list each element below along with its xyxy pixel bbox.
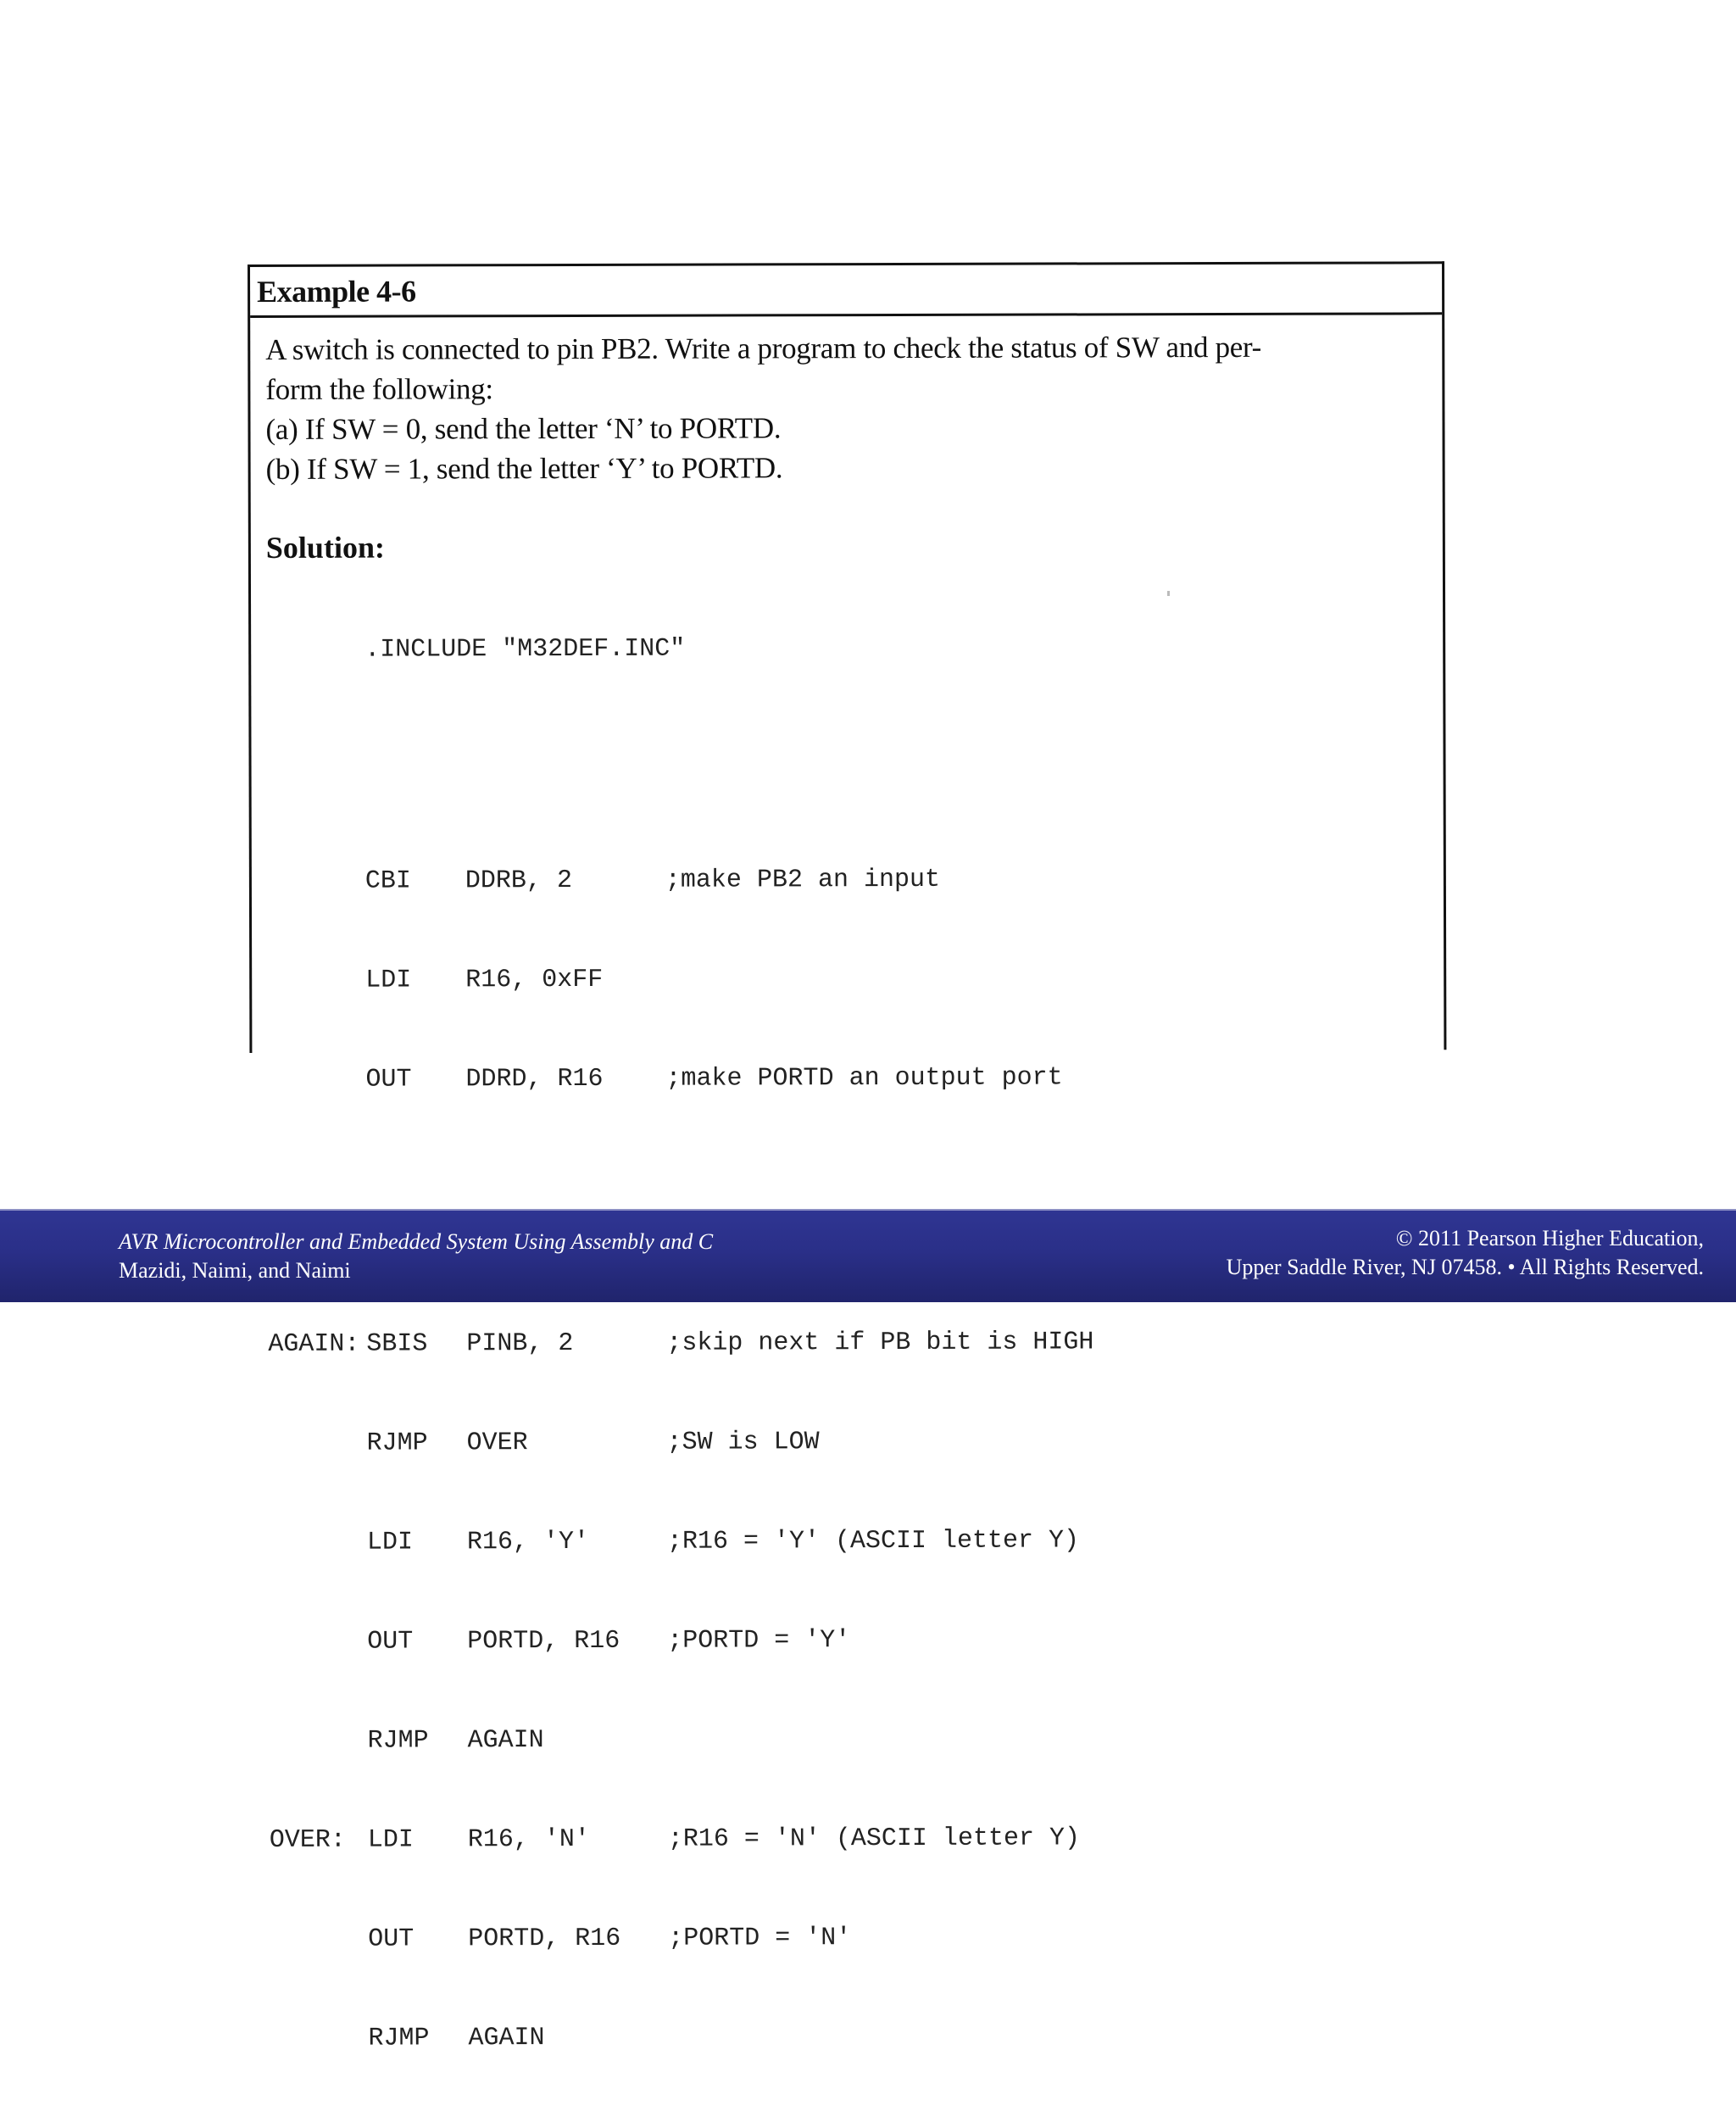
code-line [268, 1325, 1444, 1362]
code-op: LDI [368, 1824, 468, 1857]
footer-right [1227, 1224, 1704, 1282]
solution-label: Solution: [266, 526, 1443, 566]
code-label [270, 1725, 368, 1758]
code-args: DDRB, 2 [465, 865, 665, 899]
footer-book-title: AVR Microcontroller and Embedded System Using Assembly and C [119, 1228, 713, 1256]
code-op: LDI [365, 964, 465, 997]
code-op: RJMP [367, 1427, 467, 1460]
code-comment: ;skip next if PB bit is HIGH [666, 1326, 1093, 1360]
code-args: PORTD, R16 [467, 1625, 667, 1659]
code-line [267, 961, 1444, 998]
code-args: R16, 'N' [468, 1824, 668, 1857]
footer-left [119, 1228, 713, 1285]
code-args: PINB, 2 [466, 1328, 666, 1362]
code-args: R16, 0xFF [465, 964, 665, 998]
code-label: AGAIN: [268, 1328, 366, 1362]
problem-line-3: (a) If SW = 0, send the letter ‘N’ to PORTD. [265, 406, 1442, 449]
code-comment: ;make PB2 an input [665, 864, 940, 898]
code-line [267, 862, 1444, 899]
code-label [269, 1527, 367, 1560]
problem-line-2: form the following: [265, 366, 1442, 409]
code-label [270, 2023, 368, 2056]
code-comment: ;PORTD = 'Y' [667, 1624, 850, 1658]
code-comment: ;PORTD = 'N' [668, 1922, 851, 1956]
code-comment: ;R16 = 'Y' (ASCII letter Y) [667, 1524, 1079, 1558]
code-op: OUT [368, 1923, 468, 1956]
footer-authors: Mazidi, Naimi, and Naimi [119, 1256, 713, 1285]
code-line [269, 1424, 1445, 1461]
code-args: DDRD, R16 [465, 1063, 665, 1097]
code-comment: ;R16 = 'N' (ASCII letter Y) [668, 1822, 1080, 1856]
code-include: .INCLUDE "M32DEF.INC" [364, 633, 685, 667]
scan-speck [1167, 591, 1170, 596]
code-comment: ;SW is LOW [667, 1426, 820, 1459]
code-label [267, 965, 365, 998]
code-line [270, 1722, 1446, 1758]
code-line [270, 1821, 1446, 1857]
footer-bar [0, 1209, 1736, 1302]
code-line [270, 2019, 1446, 2056]
code-args: PORTD, R16 [468, 1923, 668, 1957]
code-op: CBI [365, 865, 465, 898]
example-header [250, 264, 1442, 318]
code-args: AGAIN [468, 1724, 668, 1758]
code-line [270, 1920, 1446, 1957]
code-line [267, 1061, 1444, 1097]
code-op: RJMP [368, 1724, 468, 1757]
code-blank-row [266, 730, 1443, 766]
code-args: OVER [467, 1427, 667, 1461]
problem-line-1: A switch is connected to pin PB2. Write a program to check the status of SW and per- [265, 326, 1442, 370]
code-label [267, 866, 365, 899]
code-label: OVER: [270, 1824, 368, 1857]
example-box [248, 261, 1446, 1053]
example-title: Example 4-6 [257, 273, 416, 309]
code-line [269, 1523, 1445, 1560]
footer-copyright-line2: Upper Saddle River, NJ 07458. • All Rights Reserved. [1227, 1253, 1704, 1282]
code-args: AGAIN [468, 2022, 668, 2056]
code-op: OUT [365, 1063, 465, 1096]
code-args: R16, 'Y' [467, 1526, 667, 1560]
code-label [269, 1626, 367, 1659]
code-line [269, 1623, 1445, 1659]
footer-copyright-line1: © 2011 Pearson Higher Education, [1227, 1224, 1704, 1253]
code-label [270, 1924, 368, 1957]
code-op: LDI [367, 1526, 467, 1559]
code-include-row [266, 631, 1443, 667]
code-listing [266, 565, 1447, 2122]
code-comment: ;make PORTD an output port [665, 1061, 1062, 1095]
problem-line-4: (b) If SW = 1, send the letter ‘Y’ to PORTD. [266, 446, 1443, 489]
code-op: OUT [367, 1625, 467, 1658]
code-label [267, 1064, 365, 1097]
code-op: SBIS [366, 1328, 466, 1361]
code-op: RJMP [368, 2022, 468, 2055]
code-label [269, 1428, 367, 1461]
